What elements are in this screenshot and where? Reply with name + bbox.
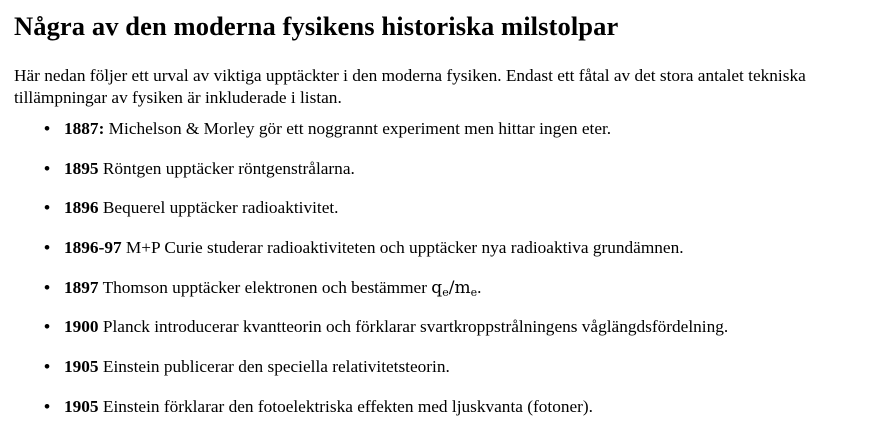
milestones-list: [14, 118, 875, 436]
milestone-text: Planck introducerar kvantteorin och förklarar svartkroppstrålningens våglängdsfördelning.: [98, 317, 729, 337]
intro-paragraph: Här nedan följer ett urval av viktiga upptäckter i den moderna fysiken. Endast ett fåtal av det stora antalet tekniska tillämpningar av fysiken är inkluderade i listan.: [14, 66, 806, 107]
list-item: [14, 316, 875, 356]
bullet-icon: •: [44, 357, 51, 377]
bullet-icon: •: [44, 277, 51, 297]
milestone-year: 1896: [64, 198, 99, 218]
math-m: m: [454, 277, 471, 298]
list-item: [14, 158, 875, 198]
milestone-year: 1887:: [64, 119, 105, 138]
milestone-text: Einstein publicerar den speciella relativitetsteorin.: [98, 357, 450, 377]
milestone-text: Bequerel upptäcker radioaktivitet.: [98, 198, 339, 218]
milestone-tail: .: [477, 277, 482, 297]
milestone-year: 1896-97: [64, 238, 122, 258]
bullet-icon: •: [44, 396, 51, 416]
page-title: Några av den moderna fysikens historiska milstolpar: [14, 11, 619, 41]
milestone-year: 1905: [64, 396, 99, 416]
milestone-text: Thomson upptäcker elektronen och bestämmer: [98, 277, 432, 297]
milestone-text: Einstein förklarar den fotoelektriska effekten med ljuskvanta (fotoner).: [98, 396, 593, 416]
list-item: [14, 277, 875, 317]
milestone-year: 1905: [64, 357, 99, 377]
list-item: [14, 356, 875, 396]
list-item: [14, 197, 875, 237]
bullet-icon: •: [44, 198, 51, 218]
math-m-subscript: e: [470, 285, 478, 299]
list-item: [14, 118, 875, 158]
milestone-text: Röntgen upptäcker röntgenstrålarna.: [98, 158, 355, 178]
math-q-subscript: e: [442, 285, 449, 299]
bullet-icon: •: [44, 119, 51, 138]
math-slash: /: [448, 277, 455, 298]
charge-mass-ratio-formula: [431, 278, 477, 298]
bullet-icon: •: [44, 317, 51, 337]
milestone-year: 1895: [64, 158, 99, 178]
bullet-icon: •: [44, 238, 51, 258]
math-q: q: [431, 277, 443, 298]
milestone-year: 1900: [64, 317, 99, 337]
milestone-text: Michelson & Morley gör ett noggrannt experiment men hittar ingen eter.: [104, 119, 612, 138]
milestone-text: M+P Curie studerar radioaktiviteten och upptäcker nya radioaktiva grundämnen.: [121, 238, 684, 258]
list-item: [14, 396, 875, 436]
milestone-year: 1897: [64, 277, 99, 297]
list-item: [14, 237, 875, 277]
bullet-icon: •: [44, 158, 51, 178]
